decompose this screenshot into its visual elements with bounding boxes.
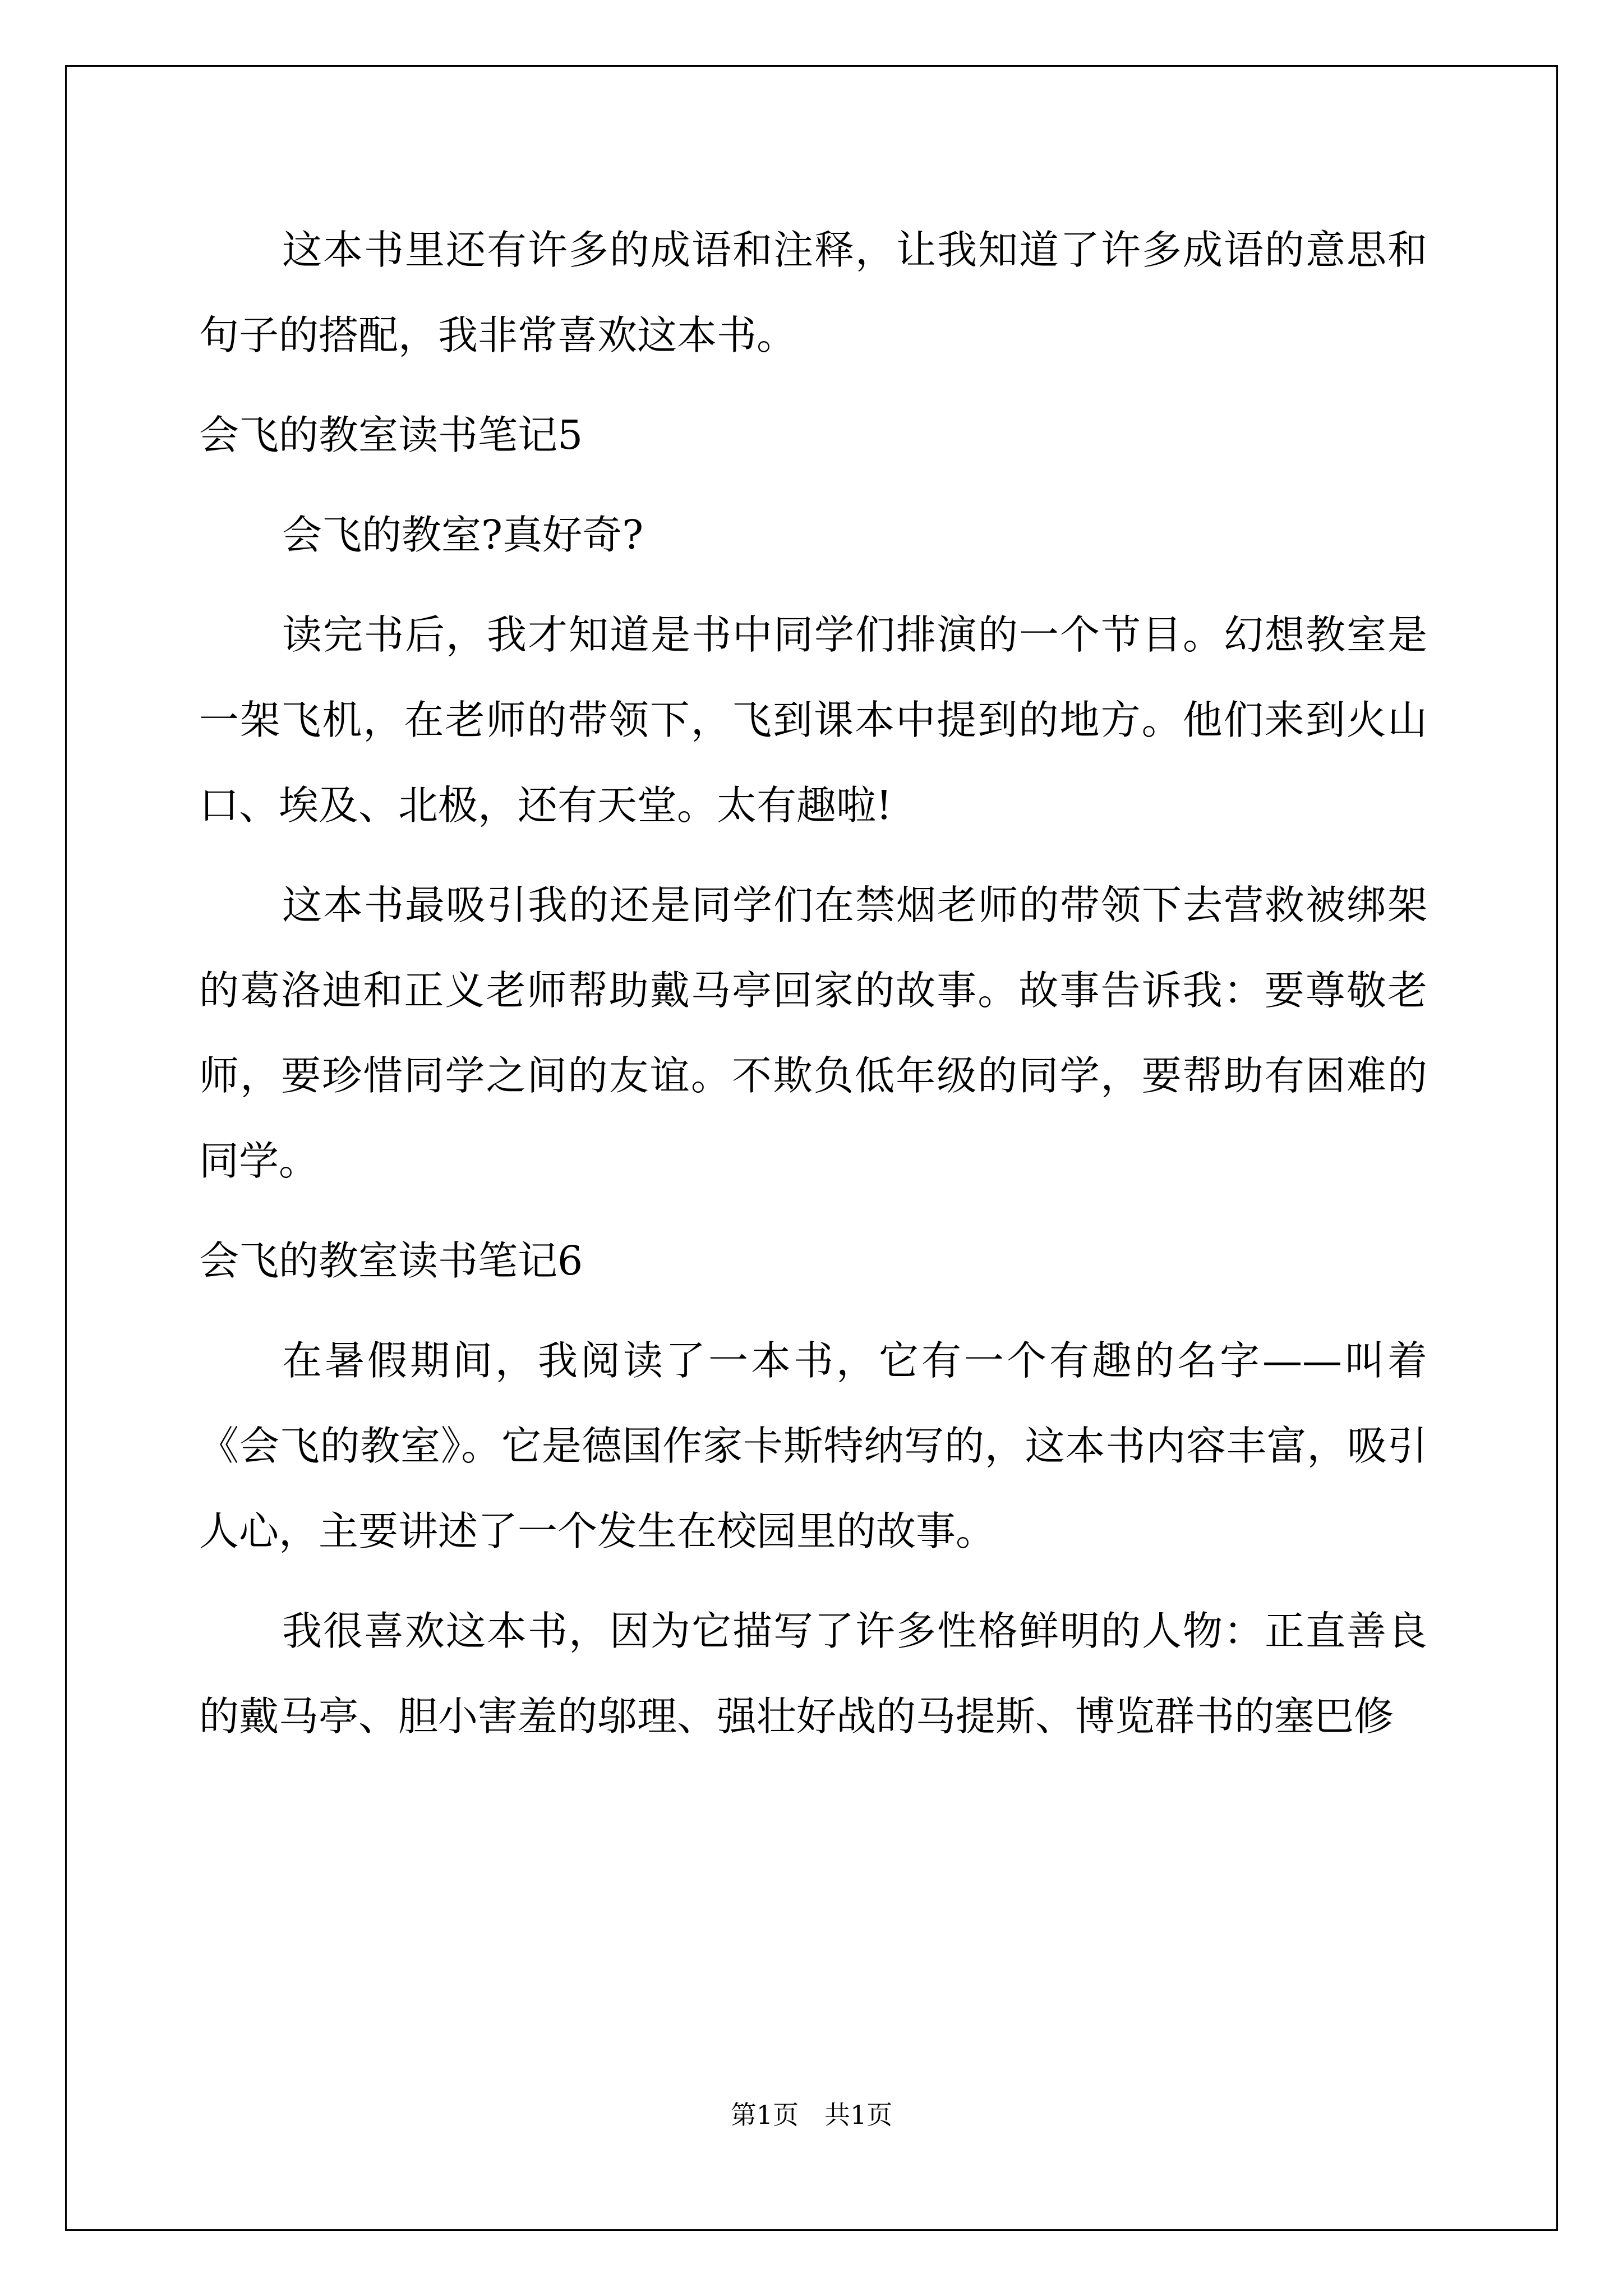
section-heading: 会飞的教室读书笔记5 <box>199 412 583 458</box>
paragraph: 这本书里还有许多的成语和注释，让我知道了许多成语的意思和句子的搭配，我非常喜欢这本书。 <box>199 227 1427 358</box>
section-heading: 会飞的教室读书笔记6 <box>199 1237 583 1284</box>
document-body <box>199 208 1427 1759</box>
paragraph: 我很喜欢这本书，因为它描写了许多性格鲜明的人物：正直善良的戴马亭、胆小害羞的邬理、强壮好战的马提斯、博览群书的塞巴修 <box>199 1608 1427 1740</box>
paragraph: 在暑假期间，我阅读了一本书，它有一个有趣的名字——叫着《会飞的教室》。它是德国作家卡斯特纳写的，这本书内容丰富，吸引人心，主要讲述了一个发生在校园里的故事。 <box>199 1337 1427 1554</box>
paragraph: 这本书最吸引我的还是同学们在禁烟老师的带领下去营救被绑架的葛洛迪和正义老师帮助戴马亭回家的故事。故事告诉我：要尊敬老师，要珍惜同学之间的友谊。不欺负低年级的同学，要帮助有困难的同学。 <box>199 882 1427 1184</box>
paragraph: 会飞的教室?真好奇? <box>282 512 644 558</box>
page-footer: 第1页 共1页 <box>730 2100 893 2130</box>
paragraph: 读完书后，我才知道是书中同学们排演的一个节目。幻想教室是一架飞机，在老师的带领下，飞到课本中提到的地方。他们来到火山口、埃及、北极，还有天堂。太有趣啦! <box>199 611 1427 829</box>
